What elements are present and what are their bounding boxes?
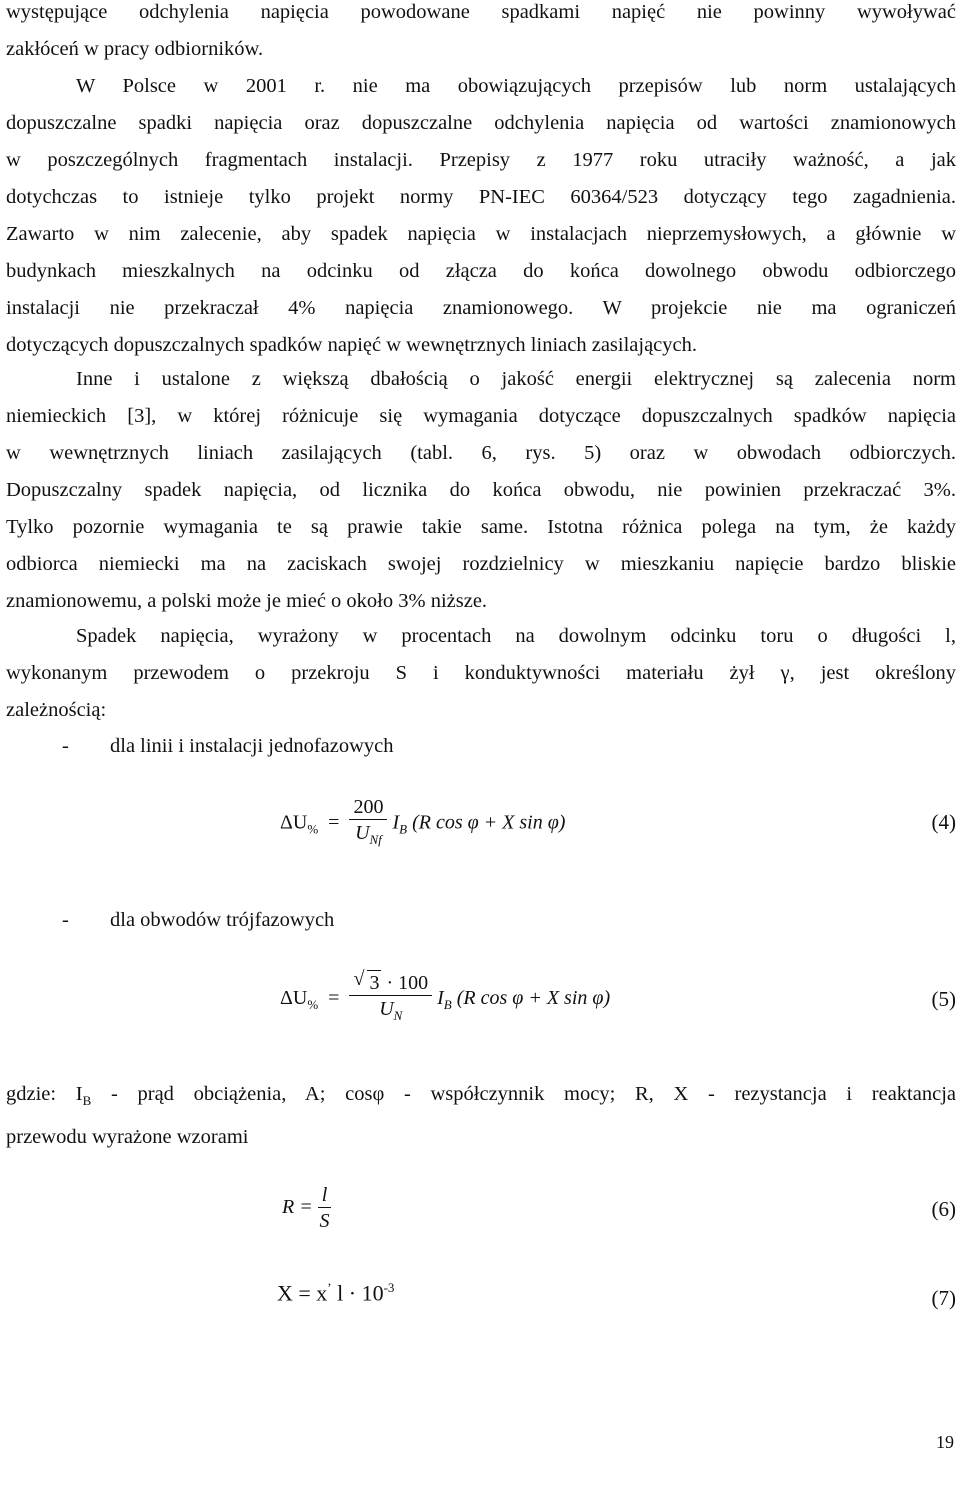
text-line: zakłóceń w pracy odbiorników.	[6, 38, 264, 60]
list-item-single-phase	[62, 728, 394, 765]
text-line: Dopuszczalny spadek napięcia, od licznika do końca obwodu, nie powinien przekraczać 3%.	[6, 479, 956, 501]
list-item-label: dla obwodów trójfazowych	[110, 909, 335, 931]
list-item-three-phase	[62, 902, 334, 939]
eq-numerator: · 100	[386, 972, 429, 994]
equation-number-5: (5)	[931, 987, 956, 1011]
text-line: występujące odchylenia napięcia powodowane spadkami napięć nie powinny wywoływać	[6, 1, 956, 23]
equation-5: $\Delta U_{\%}$ = √ $\frac{3 \cdot 100}{U_N}$ $I_B$ (R cos φ + X sin φ)	[280, 970, 610, 1029]
text-line: w poszczególnych fragmentach instalacji. Przepisy z 1977 roku utraciły ważność, a jak	[6, 149, 956, 171]
eq-current: I	[437, 987, 444, 1010]
text-line: wykonanym przewodem o przekroju S i konduktywności materiału żył γ, jest określony	[6, 662, 956, 684]
eq-lhs: X = x	[277, 1280, 328, 1306]
text-line: dotyczących dopuszczalnych spadków napięć w wewnętrznych liniach zasilających.	[6, 334, 698, 356]
text-span: - prąd obciążenia, A; cosφ - współczynnik mocy; R, X - rezystancja i reaktancja	[91, 1083, 956, 1105]
eq-fraction	[318, 1183, 332, 1234]
eq-numerator: 200	[349, 795, 387, 820]
text-line: Zawarto w nim zalecenie, aby spadek napięcia w instalacjach nieprzemysłowych, a głównie w	[6, 223, 956, 245]
text-line: instalacji nie przekraczał 4% napięcia znamionowego. W projekcie nie ma ograniczeń	[6, 297, 956, 319]
text-line: zależnością:	[6, 699, 107, 721]
equation-7	[277, 1280, 394, 1306]
paragraph-voltage-drop	[6, 618, 956, 729]
paragraph-german-norms	[6, 361, 956, 620]
list-item-label: dla linii i instalacji jednofazowych	[110, 735, 394, 757]
eq-numerator: l	[318, 1183, 332, 1208]
eq-current: I	[392, 811, 400, 834]
eq-fraction	[349, 795, 387, 853]
text-line: Tylko pozornie wymagania te są prawie takie same. Istotna różnica polega na tym, że każdy	[6, 516, 956, 538]
text-line: niemieckich [3], w której różnicuje się wymagania dotyczące dopuszczalnych spadków napięcia	[6, 405, 956, 427]
equation-number-4: (4)	[931, 810, 956, 834]
eq-lhs-sub: %	[307, 997, 319, 1013]
eq-denominator: S	[319, 1210, 330, 1232]
text-line: w wewnętrznych liniach zasilających (tabl. 6, rys. 5) oraz w obwodach odbiorczych.	[6, 442, 956, 464]
eq-denominator: U	[355, 822, 370, 844]
equation-number-6: (6)	[931, 1197, 956, 1221]
paragraph-intro	[6, 0, 956, 68]
eq-exponent: -3	[383, 1280, 395, 1295]
text-line: znamionowemu, a polski może je mieć o około 3% niższe.	[6, 590, 488, 612]
text-line: budynkach mieszkalnych na odcinku od złącza do końca dowolnego obwodu odbiorczego	[6, 260, 956, 282]
eq-rhs: l · 10	[331, 1280, 384, 1306]
eq-denominator: U	[379, 998, 394, 1020]
eq-denominator-sub: Nf	[369, 832, 382, 847]
eq-current-sub: B	[443, 997, 452, 1013]
text-line: dotychczas to istnieje tylko projekt normy PN-IEC 60364/523 dotyczący tego zagadnienia.	[6, 186, 956, 208]
eq-rhs: (R cos φ + X sin φ)	[456, 987, 611, 1010]
equation-4: $\Delta U_{\%}$ = $\frac{200}{U_{Nf}}$ $I_B$ (R cos φ + X sin φ)	[280, 795, 565, 853]
eq-denominator-sub: N	[393, 1008, 403, 1023]
eq-fraction	[349, 970, 432, 1029]
equation-6	[282, 1183, 331, 1234]
paragraph-where	[6, 1076, 956, 1156]
eq-lhs-sub: %	[307, 821, 319, 837]
eq-sqrt: √ 3	[367, 970, 381, 995]
eq-rhs: (R cos φ + X sin φ)	[412, 811, 566, 834]
text-sub: B	[82, 1093, 92, 1109]
list-dash: -	[62, 735, 69, 757]
eq-lhs: ΔU	[280, 987, 308, 1010]
text-line: Inne i ustalone z większą dbałością o jakość energii elektrycznej są zalecenia norm	[76, 368, 956, 390]
list-dash: -	[62, 909, 69, 931]
eq-lhs: ΔU	[280, 811, 308, 834]
eq-prime: ’	[327, 1280, 332, 1295]
equation-number-7: (7)	[931, 1286, 956, 1310]
text-line: Spadek napięcia, wyrażony w procentach na dowolnym odcinku toru o długości l,	[76, 625, 956, 647]
text-line: przewodu wyrażone wzorami	[6, 1126, 249, 1149]
text-line: odbiorca niemiecki ma na zaciskach swojej rozdzielnicy w mieszkaniu napięcie bardzo bliskie	[6, 553, 956, 575]
text-line: W Polsce w 2001 r. nie ma obowiązujących przepisów lub norm ustalających	[76, 75, 956, 97]
paragraph-polish-regulations	[6, 68, 956, 364]
text-span: gdzie: I	[6, 1083, 83, 1105]
text-line: dopuszczalne spadki napięcia oraz dopuszczalne odchylenia napięcia od wartości znamionowych	[6, 112, 956, 134]
text-line	[6, 1076, 956, 1119]
page-number: 19	[936, 1432, 954, 1452]
eq-lhs: R =	[282, 1196, 313, 1219]
eq-current-sub: B	[399, 821, 408, 837]
